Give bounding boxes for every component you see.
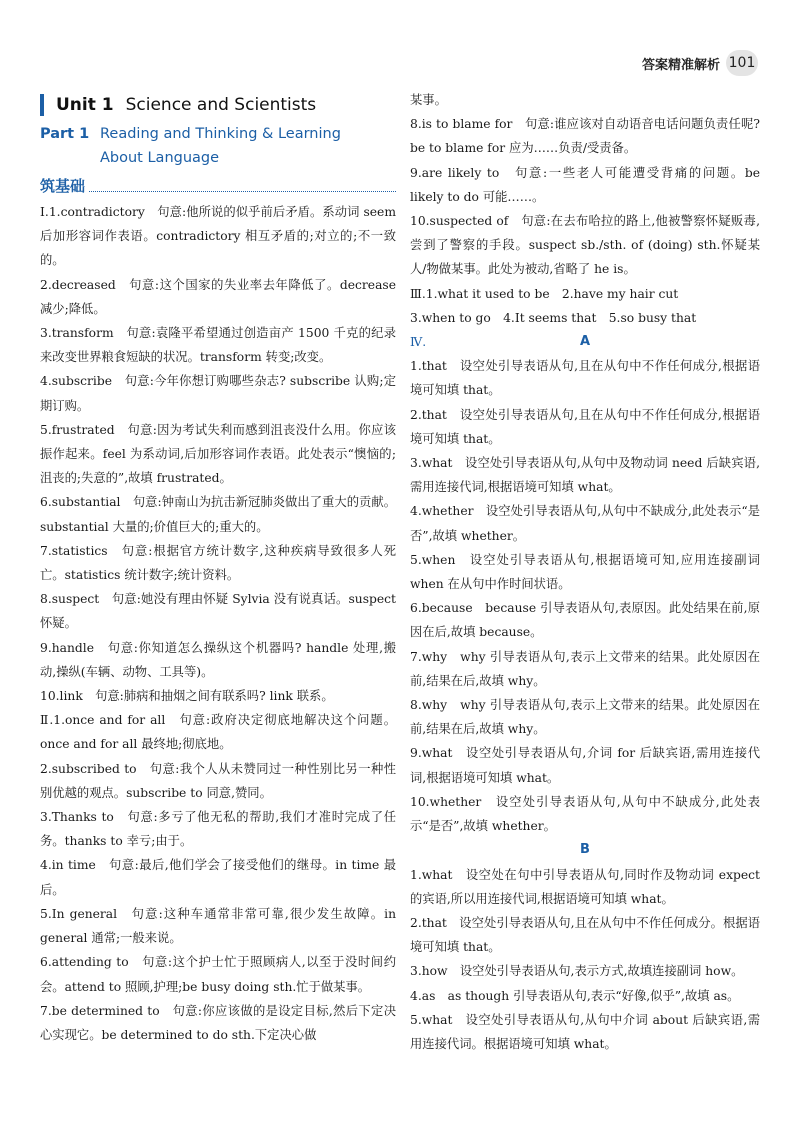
answer-entry: 9.are likely to 句意:一些老人可能遭受背痛的问题。be likely to do 可能……。	[410, 165, 760, 204]
unit-label: Unit 1	[56, 94, 114, 115]
answer-entry: Ⅲ.1.what it used to be 2.have my hair cut	[410, 286, 679, 301]
page-header	[642, 50, 758, 76]
answer-entry: 2.decreased 句意:这个国家的失业率去年降低了。decrease减少;降低。	[40, 277, 396, 316]
answer-entry: 1.that 设空处引导表语从句,且在从句中不作任何成分,根据语境可知填 that。	[410, 359, 760, 398]
section-title	[40, 170, 396, 198]
part-title-line1: Reading and Thinking & Learning	[100, 126, 341, 142]
right-entries-a	[410, 354, 760, 838]
right-entries-top	[410, 88, 760, 330]
answer-entry: 7.statistics 句意:根据官方统计数字,这种疾病导致很多人死亡。statistics 统计数字;统计资料。	[40, 543, 396, 583]
answer-entry: 3.Thanks to 句意:多亏了他无私的帮助,我们才准时完成了任务。thanks to 幸亏;由于。	[40, 810, 396, 849]
answer-entry: 3.when to go 4.It seems that 5.so busy that	[410, 310, 697, 325]
answer-entry: 4.whether 设空处引导表语从句,从句中不缺成分,此处表示“是否”,故填 whether。	[410, 504, 760, 543]
answer-entry: 7.why why 引导表语从句,表示上文带来的结果。此处原因在前,结果在后,故填 why。	[410, 649, 760, 688]
answer-entry: 9.handle 句意:你知道怎么操纵这个机器吗? handle 处理,搬动,操纵(车辆、动物、工具等)。	[40, 640, 396, 679]
unit-bar-icon	[40, 94, 44, 116]
part-title	[100, 122, 341, 170]
answer-entry: 8.suspect 句意:她没有理由怀疑 Sylvia 没有说真话。suspect 怀疑。	[40, 592, 396, 631]
part-title-line2: About Language	[100, 150, 220, 166]
answer-entry: Ⅰ.1.contradictory 句意:他所说的似乎前后矛盾。系动词 seem 后加形容词作表语。contradictory 相互矛盾的;对立的;不一致的。	[40, 205, 396, 268]
answer-entry: 3.how 设空处引导表语从句,表示方式,故填连接副词 how。	[410, 964, 744, 979]
answer-entry: 1.what 设空处在句中引导表语从句,同时作及物动词 expect 的宾语,所以用连接代词,根据语境可知填 what。	[410, 867, 760, 906]
unit-heading	[40, 90, 396, 120]
answer-entry: 3.what 设空处引导表语从句,从句中及物动词 need 后缺宾语,需用连接代词,根据语境可知填 what。	[410, 456, 760, 495]
subhead-a: A	[579, 334, 591, 350]
answer-entry: 3.transform 句意:袁隆平希望通过创造亩产 1500 千克的纪录来改变世界粮食短缺的状况。transform 转变;改变。	[40, 326, 396, 365]
answer-entry: 5.frustrated 句意:因为考试失利而感到沮丧没什么用。你应该振作起来。feel 为系动词,后加形容词作表语。此处表示“懊恼的;沮丧的;失意的”,故填 frustrated。	[40, 422, 396, 486]
section-label: 筑基础	[40, 176, 86, 195]
right-entries-b	[410, 863, 760, 1057]
answer-entry: 某事。	[410, 93, 447, 107]
answer-entry: 5.what 设空处引导表语从句,从句中介词 about 后缺宾语,需用连接代词。根据语境可知填 what。	[410, 1012, 760, 1051]
answer-entry: 10.whether 设空处引导表语从句,从句中不缺成分,此处表示“是否”,故填 whether。	[410, 794, 760, 834]
section-divider	[89, 191, 396, 192]
answer-entry: 4.in time 句意:最后,他们学会了接受他们的继母。in time 最后。	[40, 858, 396, 897]
answer-entry: 2.that 设空处引导表语从句,且在从句中不作任何成分。根据语境可知填 that。	[410, 915, 760, 955]
left-column	[40, 88, 396, 1047]
answer-entry: 6.attending to 句意:这个护士忙于照顾病人,以至于没时间约会。attend to 照顾,护理;be busy doing sth.忙于做某事。	[40, 955, 396, 994]
part-label: Part 1	[40, 126, 90, 142]
page-number: 101	[726, 50, 758, 76]
right-column	[410, 88, 760, 1056]
answer-entry: 6.substantial 句意:钟南山为抗击新冠肺炎做出了重大的贡献。substantial 大量的;价值巨大的;重大的。	[40, 495, 396, 534]
answer-entry: 10.link 句意:肺病和抽烟之间有联系吗? link 联系。	[40, 689, 334, 704]
answer-entry: 8.is to blame for 句意:谁应该对自动语音电话问题负责任呢? be to blame for 应为……负责/受责备。	[410, 117, 760, 156]
answer-entry: 4.subscribe 句意:今年你想订购哪些杂志? subscribe 认购;定期订购。	[40, 374, 396, 413]
answer-entry: Ⅱ.1.once and for all 句意:政府决定彻底地解决这个问题。once and for all 最终地;彻底地。	[40, 713, 396, 752]
part-heading	[40, 122, 396, 170]
answer-entry: 5.In general 句意:这种车通常非常可靠,很少发生故障。in general 通常;一般来说。	[40, 906, 396, 946]
header-title: 答案精准解析	[641, 57, 720, 73]
part4-heading	[410, 330, 760, 354]
answer-entry: 7.be determined to 句意:你应该做的是设定目标,然后下定决心实现它。be determined to do sth.下定决心做	[40, 1003, 396, 1042]
answer-entry: 8.why why 引导表语从句,表示上文带来的结果。此处原因在前,结果在后,故填 why。	[410, 698, 760, 737]
part4-label: Ⅳ.	[410, 335, 427, 350]
left-entries	[40, 200, 396, 1047]
answer-entry: 4.as as though 引导表语从句,表示“好像,似乎”,故填 as。	[410, 988, 740, 1003]
answer-entry: 5.when 设空处引导表语从句,根据语境可知,应用连接副词 when 在从句中作时间状语。	[410, 552, 760, 592]
answer-entry: 2.that 设空处引导表语从句,且在从句中不作任何成分,根据语境可知填 that。	[410, 407, 760, 446]
answer-entry: 6.because because 引导表语从句,表原因。此处结果在前,原因在后,故填 because。	[410, 601, 760, 640]
answer-entry: 10.suspected of 句意:在去布哈拉的路上,他被警察怀疑贩毒,尝到了警察的手段。suspect sb./sth. of (doing) sth.怀疑某人/物做某事。此处为被动,省略了 he is。	[410, 214, 760, 277]
answer-entry: 2.subscribed to 句意:我个人从未赞同过一种性别比另一种性别优越的观点。subscribe to 同意,赞同。	[40, 761, 396, 800]
unit-name: Science and Scientists	[125, 94, 317, 115]
answer-entry: 9.what 设空处引导表语从句,介词 for 后缺宾语,需用连接代词,根据语境可知填 what。	[410, 746, 760, 785]
subhead-b: B	[580, 842, 590, 858]
